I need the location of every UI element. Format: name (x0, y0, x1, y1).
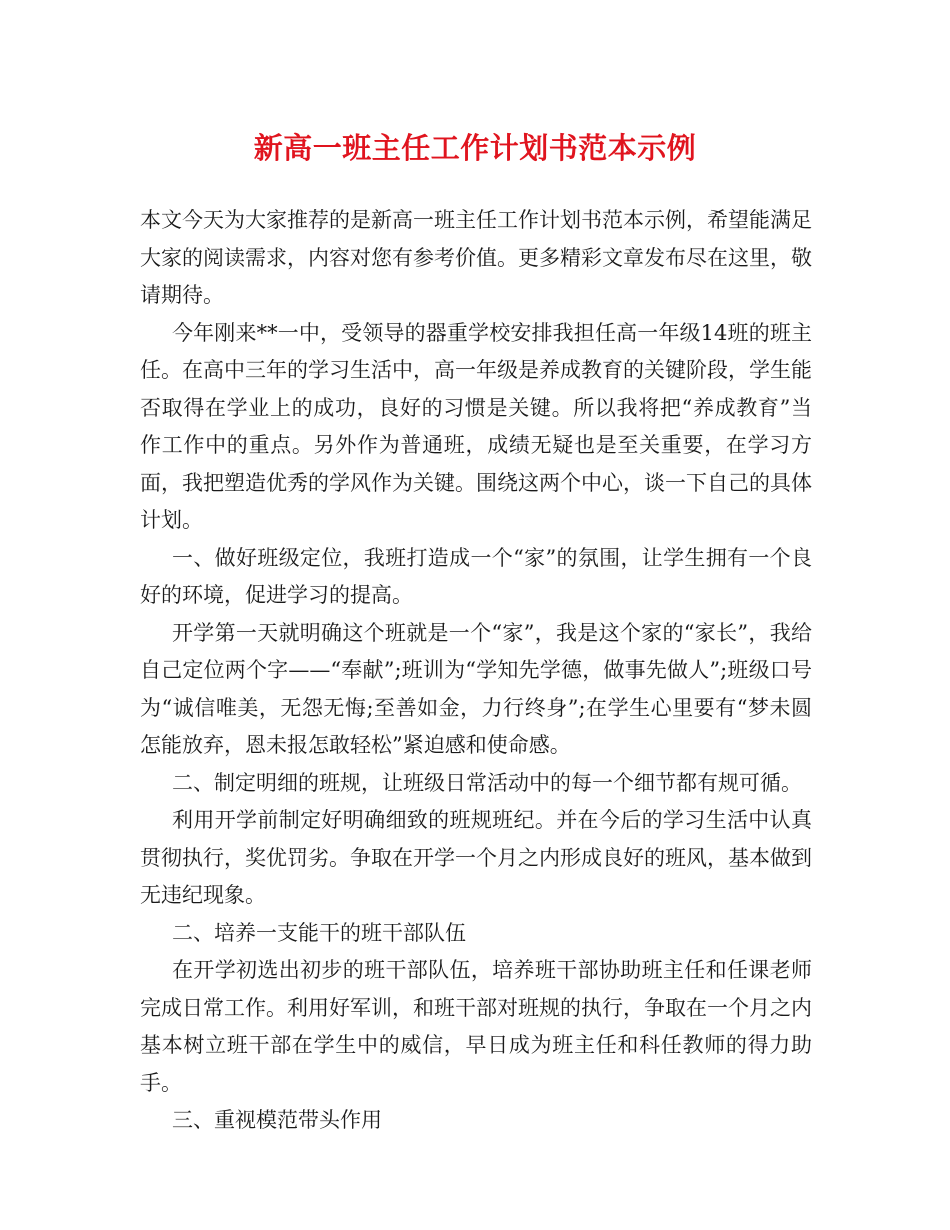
section-heading-class-cadres: 二、培养一支能干的班干部队伍 (172, 920, 466, 945)
document-title: 新高一班主任工作计划书范本示例 (253, 131, 697, 165)
paragraph-class-rules: 利用开学前制定好明确细致的班规班纪。并在今后的学习生活中认真贯彻执行，奖优罚劣。争取在开学一个月之内形成良好的班风，基本做到无违纪现象。 (140, 808, 812, 907)
document-body (140, 202, 812, 1140)
paragraph-background: 今年刚来**一中，受领导的器重学校安排我担任高一年级14班的班主任。在高中三年的学习生活中，高一年级是养成教育的关键阶段，学生能否取得在学业上的成功，良好的习惯是关键。所以我将把“养成教育”当作工作中的重点。另外作为普通班，成绩无疑也是至关重要，在学习方面，我把塑造优秀的学风作为关键。围绕这两个中心，谈一下自己的具体计划。 (140, 320, 812, 532)
paragraph-class-cadres: 在开学初选出初步的班干部队伍，培养班干部协助班主任和任课老师完成日常工作。利用好军训，和班干部对班规的执行，争取在一个月之内基本树立班干部在学生中的威信，早日成为班主任和科任教师的得力助手。 (140, 958, 812, 1095)
paragraph-class-family: 开学第一天就明确这个班就是一个“家”，我是这个家的“家长”，我给自己定位两个字——“奉献”;班训为“学知先学德，做事先做人”;班级口号为“诚信唯美，无怨无悔;至善如金，力行终身”;在学生心里要有“梦未圆怎能放弃，恩未报怎敢轻松”紧迫感和使命感。 (140, 620, 812, 757)
section-heading-class-rules: 二、制定明细的班规，让班级日常活动中的每一个细节都有规可循。 (172, 770, 802, 795)
intro-paragraph: 本文今天为大家推荐的是新高一班主任工作计划书范本示例，希望能满足大家的阅读需求，内容对您有参考价值。更多精彩文章发布尽在这里，敬请期待。 (140, 208, 812, 307)
section-heading-class-positioning: 一、做好班级定位，我班打造成一个“家”的氛围，让学生拥有一个良好的环境，促进学习的提高。 (140, 545, 812, 607)
section-heading-role-models: 三、重视模范带头作用 (172, 1108, 382, 1132)
